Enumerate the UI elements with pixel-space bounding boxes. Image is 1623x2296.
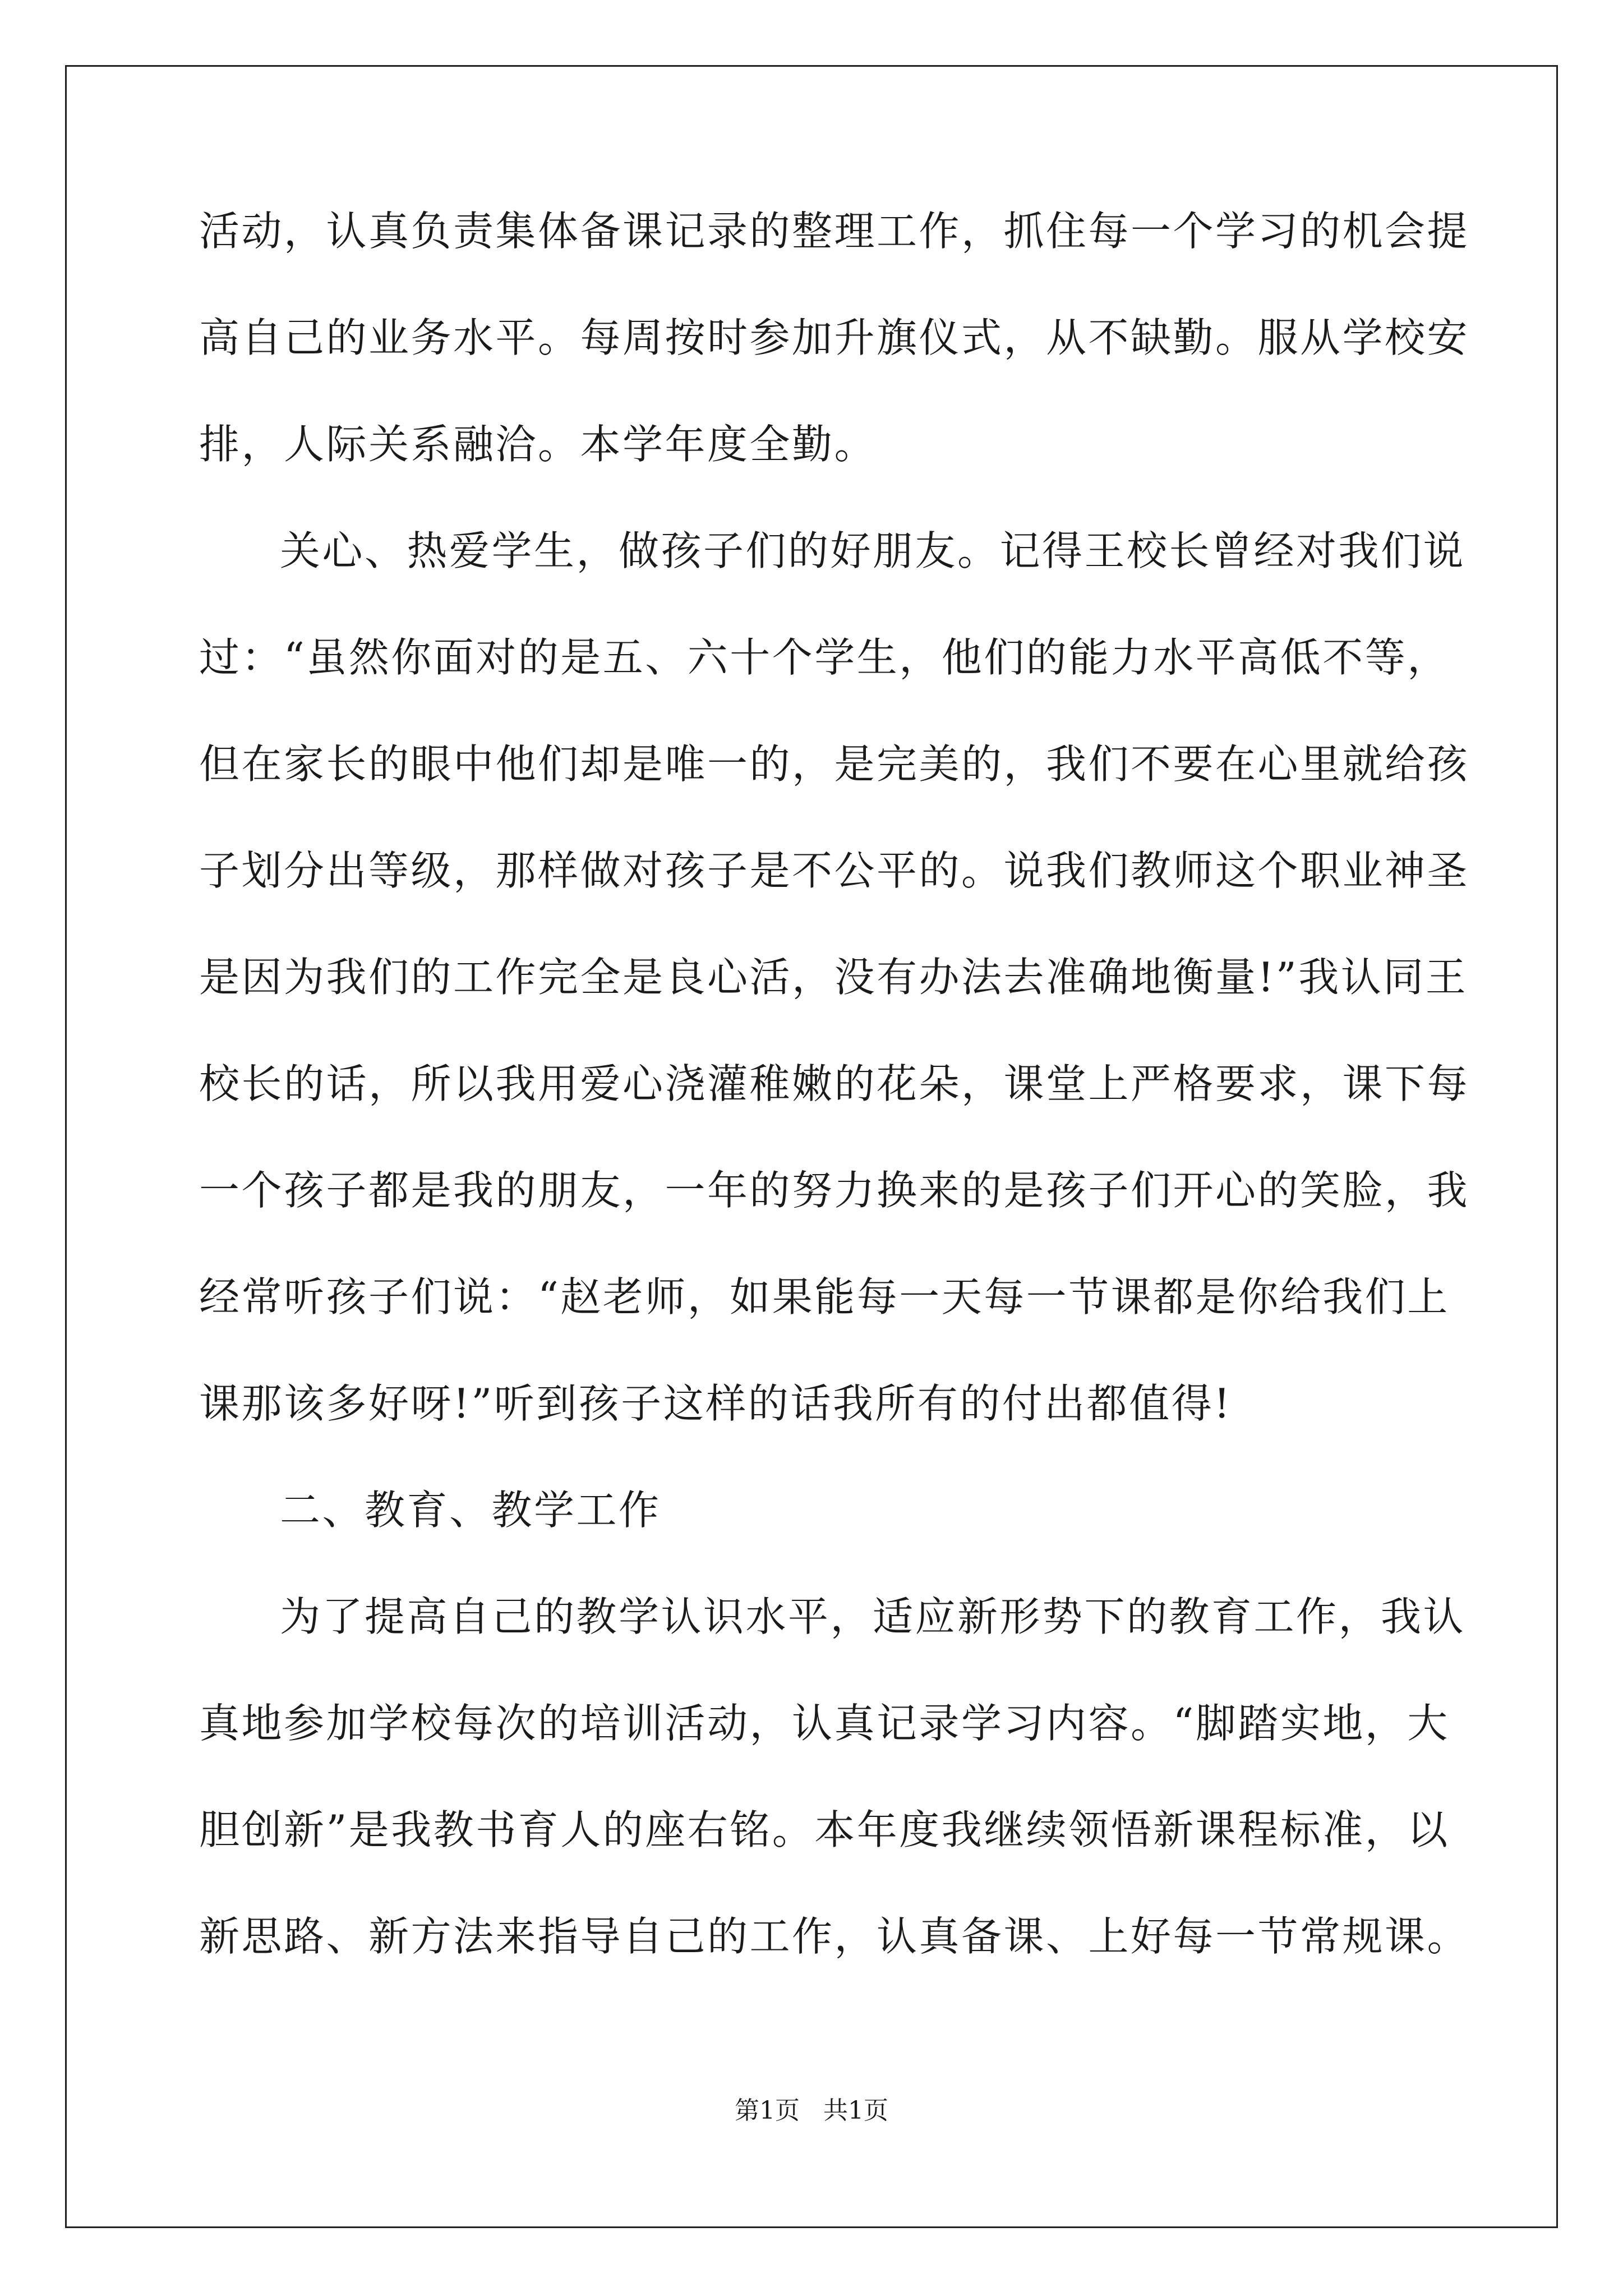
text-line: 子划分出等级，那样做对孩子是不公平的。说我们教师这个职业神圣 <box>199 847 1470 894</box>
text-line: 是因为我们的工作完全是良心活，没有办法去准确地衡量!”我认同王 <box>199 954 1468 1001</box>
text-line: 新思路、新方法来指导自己的工作，认真备课、上好每一节常规课。 <box>199 1913 1470 1960</box>
text-line: 课那该多好呀!”听到孩子这样的话我所有的付出都值得! <box>199 1380 1232 1427</box>
text-line: 一个孩子都是我的朋友，一年的努力换来的是孩子们开心的笑脸，我 <box>199 1167 1470 1214</box>
text-line: 校长的话，所以我用爱心浇灌稚嫩的花朵，课堂上严格要求，课下每 <box>199 1060 1470 1107</box>
text-line: 经常听孩子们说：“赵老师，如果能每一天每一节课都是你给我们上 <box>199 1273 1450 1320</box>
document-body <box>199 208 1470 2023</box>
text-line: 真地参加学校每次的培训活动，认真记录学习内容。“脚踏实地，大 <box>199 1700 1450 1747</box>
text-line: 过：“虽然你面对的是五、六十个学生，他们的能力水平高低不等， <box>199 634 1450 681</box>
text-line: 胆创新”是我教书育人的座右铭。本年度我继续领悟新课程标准，以 <box>199 1806 1450 1853</box>
text-line: 排，人际关系融洽。本学年度全勤。 <box>199 421 877 468</box>
page-number-footer: 第1页 共1页 <box>735 2096 888 2125</box>
text-line: 为了提高自己的教学认识水平，适应新形势下的教育工作，我认 <box>280 1593 1466 1640</box>
section-heading: 二、教育、教学工作 <box>280 1487 661 1534</box>
text-line: 高自己的业务水平。每周按时参加升旗仪式，从不缺勤。服从学校安 <box>199 314 1470 361</box>
text-line: 但在家长的眼中他们却是唯一的，是完美的，我们不要在心里就给孩 <box>199 740 1470 788</box>
text-line: 活动，认真负责集体备课记录的整理工作，抓住每一个学习的机会提 <box>199 208 1470 255</box>
text-line: 关心、热爱学生，做孩子们的好朋友。记得王校长曾经对我们说 <box>280 527 1466 574</box>
